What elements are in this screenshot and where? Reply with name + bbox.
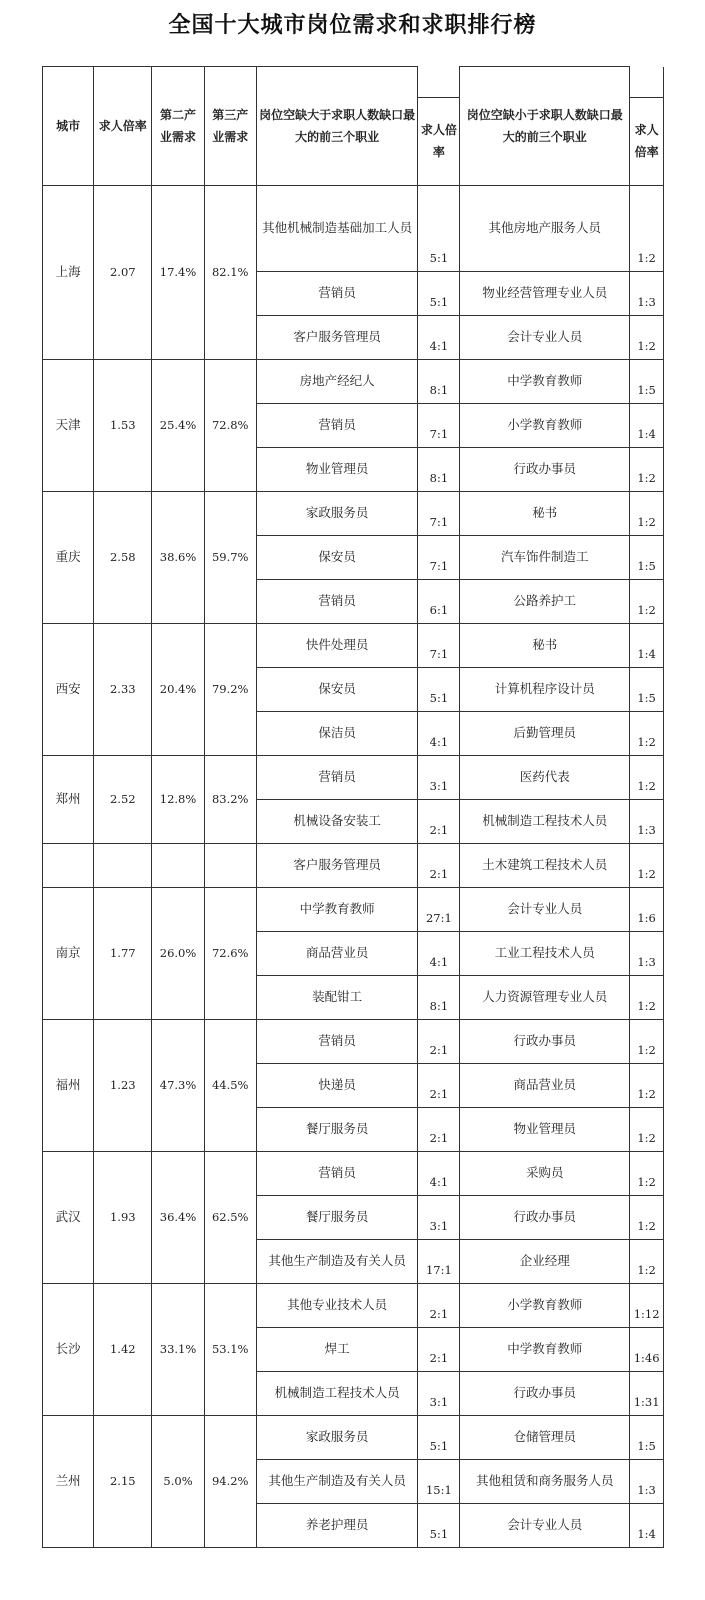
header-tertiary: 第三产业需求 [204, 67, 256, 186]
tertiary-cell: 72.6% [204, 887, 256, 1019]
surplus-ratio-cell: 1:2 [630, 1151, 664, 1195]
shortage-job-cell: 客户服务管理员 [256, 843, 418, 887]
ratio-cell: 1.23 [94, 1019, 152, 1151]
surplus-ratio-cell: 1:2 [630, 1063, 664, 1107]
shortage-ratio-cell: 7:1 [418, 403, 460, 447]
shortage-ratio-cell: 2:1 [418, 1063, 460, 1107]
surplus-job-cell: 物业管理员 [460, 1107, 630, 1151]
ratio-cell-empty [94, 843, 152, 887]
shortage-job-cell: 客户服务管理员 [256, 315, 418, 359]
surplus-job-cell: 小学教育教师 [460, 1283, 630, 1327]
shortage-ratio-cell: 5:1 [418, 185, 460, 271]
surplus-job-cell: 会计专业人员 [460, 1503, 630, 1547]
city-cell: 南京 [43, 887, 94, 1019]
shortage-ratio-cell: 7:1 [418, 491, 460, 535]
surplus-job-cell: 会计专业人员 [460, 315, 630, 359]
shortage-job-cell: 其他生产制造及有关人员 [256, 1239, 418, 1283]
shortage-ratio-cell: 2:1 [418, 1019, 460, 1063]
shortage-job-cell: 装配钳工 [256, 975, 418, 1019]
table-row [43, 623, 664, 667]
city-cell: 郑州 [43, 755, 94, 843]
shortage-ratio-cell: 8:1 [418, 975, 460, 1019]
surplus-ratio-cell: 1:2 [630, 711, 664, 755]
surplus-job-cell: 企业经理 [460, 1239, 630, 1283]
shortage-job-cell: 中学教育教师 [256, 887, 418, 931]
surplus-ratio-cell: 1:3 [630, 799, 664, 843]
table-row [43, 1019, 664, 1063]
tertiary-cell: 94.2% [204, 1415, 256, 1547]
city-cell: 重庆 [43, 491, 94, 623]
city-cell: 武汉 [43, 1151, 94, 1283]
tertiary-cell: 44.5% [204, 1019, 256, 1151]
shortage-job-cell: 快件处理员 [256, 623, 418, 667]
city-cell: 福州 [43, 1019, 94, 1151]
table-row [43, 1415, 664, 1459]
surplus-job-cell: 土木建筑工程技术人员 [460, 843, 630, 887]
shortage-job-cell: 保安员 [256, 535, 418, 579]
surplus-ratio-cell: 1:4 [630, 623, 664, 667]
shortage-ratio-cell: 8:1 [418, 447, 460, 491]
tertiary-cell: 82.1% [204, 185, 256, 359]
shortage-job-cell: 其他机械制造基础加工人员 [256, 185, 418, 271]
shortage-job-cell: 焊工 [256, 1327, 418, 1371]
header-shortage-jobs: 岗位空缺大于求职人数缺口最大的前三个职业 [256, 67, 418, 186]
city-cell: 西安 [43, 623, 94, 755]
shortage-job-cell: 餐厅服务员 [256, 1195, 418, 1239]
shortage-ratio-cell: 4:1 [418, 1151, 460, 1195]
shortage-ratio-cell: 4:1 [418, 711, 460, 755]
shortage-ratio-cell: 4:1 [418, 315, 460, 359]
header-shortage-ratio: 求人倍率 [418, 97, 460, 185]
secondary-cell-empty [152, 843, 204, 887]
shortage-ratio-cell: 2:1 [418, 799, 460, 843]
ratio-cell: 1.53 [94, 359, 152, 491]
header-secondary: 第二产业需求 [152, 67, 204, 186]
ratio-cell: 1.42 [94, 1283, 152, 1415]
header-city: 城市 [43, 67, 94, 186]
surplus-ratio-cell: 1:3 [630, 931, 664, 975]
ratio-cell: 1.77 [94, 887, 152, 1019]
shortage-ratio-cell: 4:1 [418, 931, 460, 975]
surplus-ratio-cell: 1:2 [630, 491, 664, 535]
ratio-cell: 2.52 [94, 755, 152, 843]
shortage-job-cell: 保洁员 [256, 711, 418, 755]
surplus-job-cell: 秘书 [460, 491, 630, 535]
shortage-ratio-cell: 5:1 [418, 1503, 460, 1547]
surplus-ratio-cell: 1:2 [630, 1019, 664, 1063]
shortage-job-cell: 营销员 [256, 1019, 418, 1063]
surplus-ratio-cell: 1:2 [630, 447, 664, 491]
secondary-cell: 47.3% [152, 1019, 204, 1151]
shortage-ratio-cell: 5:1 [418, 271, 460, 315]
secondary-cell: 20.4% [152, 623, 204, 755]
surplus-ratio-cell: 1:5 [630, 535, 664, 579]
surplus-ratio-cell: 1:4 [630, 403, 664, 447]
page-title: 全国十大城市岗位需求和求职排行榜 [168, 13, 537, 38]
table-row [43, 185, 664, 271]
header-gap [630, 67, 664, 98]
table-row [43, 843, 664, 887]
secondary-cell: 25.4% [152, 359, 204, 491]
tertiary-cell: 62.5% [204, 1151, 256, 1283]
table-row [43, 1151, 664, 1195]
surplus-job-cell: 其他房地产服务人员 [460, 185, 630, 271]
shortage-ratio-cell: 3:1 [418, 1371, 460, 1415]
surplus-ratio-cell: 1:2 [630, 1107, 664, 1151]
shortage-job-cell: 商品营业员 [256, 931, 418, 975]
shortage-job-cell: 其他专业技术人员 [256, 1283, 418, 1327]
surplus-job-cell: 中学教育教师 [460, 1327, 630, 1371]
surplus-ratio-cell: 1:3 [630, 1459, 664, 1503]
tertiary-cell: 53.1% [204, 1283, 256, 1415]
header-ratio: 求人倍率 [94, 67, 152, 186]
surplus-ratio-cell: 1:2 [630, 315, 664, 359]
surplus-job-cell: 秘书 [460, 623, 630, 667]
surplus-job-cell: 商品营业员 [460, 1063, 630, 1107]
table-row [43, 491, 664, 535]
surplus-job-cell: 公路养护工 [460, 579, 630, 623]
shortage-job-cell: 营销员 [256, 403, 418, 447]
secondary-cell: 33.1% [152, 1283, 204, 1415]
tertiary-cell: 79.2% [204, 623, 256, 755]
secondary-cell: 38.6% [152, 491, 204, 623]
surplus-ratio-cell: 1:2 [630, 843, 664, 887]
surplus-job-cell: 人力资源管理专业人员 [460, 975, 630, 1019]
surplus-job-cell: 行政办事员 [460, 1371, 630, 1415]
surplus-job-cell: 物业经营管理专业人员 [460, 271, 630, 315]
secondary-cell: 36.4% [152, 1151, 204, 1283]
shortage-job-cell: 保安员 [256, 667, 418, 711]
surplus-ratio-cell: 1:5 [630, 1415, 664, 1459]
surplus-ratio-cell: 1:2 [630, 1195, 664, 1239]
secondary-cell: 5.0% [152, 1415, 204, 1547]
city-cell: 兰州 [43, 1415, 94, 1547]
tertiary-cell: 83.2% [204, 755, 256, 843]
shortage-ratio-cell: 15:1 [418, 1459, 460, 1503]
table-row [43, 755, 664, 799]
shortage-job-cell: 营销员 [256, 755, 418, 799]
shortage-job-cell: 物业管理员 [256, 447, 418, 491]
shortage-job-cell: 机械设备安装工 [256, 799, 418, 843]
surplus-ratio-cell: 1:5 [630, 667, 664, 711]
tertiary-cell-empty [204, 843, 256, 887]
ranking-table [42, 66, 664, 1548]
shortage-job-cell: 家政服务员 [256, 1415, 418, 1459]
shortage-ratio-cell: 5:1 [418, 1415, 460, 1459]
surplus-ratio-cell: 1:2 [630, 755, 664, 799]
city-cell: 上海 [43, 185, 94, 359]
surplus-ratio-cell: 1:6 [630, 887, 664, 931]
shortage-ratio-cell: 3:1 [418, 755, 460, 799]
shortage-job-cell: 快递员 [256, 1063, 418, 1107]
shortage-ratio-cell: 27:1 [418, 887, 460, 931]
shortage-job-cell: 养老护理员 [256, 1503, 418, 1547]
secondary-cell: 26.0% [152, 887, 204, 1019]
ratio-cell: 1.93 [94, 1151, 152, 1283]
city-cell: 长沙 [43, 1283, 94, 1415]
surplus-job-cell: 后勤管理员 [460, 711, 630, 755]
surplus-ratio-cell: 1:46 [630, 1327, 664, 1371]
ratio-cell: 2.33 [94, 623, 152, 755]
surplus-ratio-cell: 1:12 [630, 1283, 664, 1327]
surplus-job-cell: 仓储管理员 [460, 1415, 630, 1459]
surplus-ratio-cell: 1:31 [630, 1371, 664, 1415]
shortage-ratio-cell: 17:1 [418, 1239, 460, 1283]
surplus-job-cell: 其他租赁和商务服务人员 [460, 1459, 630, 1503]
shortage-job-cell: 餐厅服务员 [256, 1107, 418, 1151]
shortage-ratio-cell: 7:1 [418, 535, 460, 579]
table-body [43, 185, 664, 1547]
shortage-job-cell: 家政服务员 [256, 491, 418, 535]
table-row [43, 1283, 664, 1327]
surplus-ratio-cell: 1:2 [630, 185, 664, 271]
shortage-ratio-cell: 3:1 [418, 1195, 460, 1239]
surplus-job-cell: 行政办事员 [460, 1019, 630, 1063]
surplus-job-cell: 汽车饰件制造工 [460, 535, 630, 579]
surplus-job-cell: 医药代表 [460, 755, 630, 799]
secondary-cell: 12.8% [152, 755, 204, 843]
shortage-ratio-cell: 2:1 [418, 843, 460, 887]
surplus-job-cell: 行政办事员 [460, 447, 630, 491]
surplus-job-cell: 机械制造工程技术人员 [460, 799, 630, 843]
surplus-ratio-cell: 1:3 [630, 271, 664, 315]
shortage-job-cell: 房地产经纪人 [256, 359, 418, 403]
shortage-ratio-cell: 5:1 [418, 667, 460, 711]
surplus-job-cell: 会计专业人员 [460, 887, 630, 931]
shortage-ratio-cell: 2:1 [418, 1283, 460, 1327]
header-gap [418, 67, 460, 98]
shortage-ratio-cell: 2:1 [418, 1107, 460, 1151]
surplus-job-cell: 行政办事员 [460, 1195, 630, 1239]
secondary-cell: 17.4% [152, 185, 204, 359]
shortage-ratio-cell: 6:1 [418, 579, 460, 623]
surplus-job-cell: 工业工程技术人员 [460, 931, 630, 975]
shortage-job-cell: 其他生产制造及有关人员 [256, 1459, 418, 1503]
ratio-cell: 2.58 [94, 491, 152, 623]
surplus-job-cell: 采购员 [460, 1151, 630, 1195]
surplus-ratio-cell: 1:2 [630, 975, 664, 1019]
shortage-job-cell: 营销员 [256, 1151, 418, 1195]
surplus-ratio-cell: 1:2 [630, 579, 664, 623]
city-cell: 天津 [43, 359, 94, 491]
shortage-ratio-cell: 8:1 [418, 359, 460, 403]
shortage-ratio-cell: 7:1 [418, 623, 460, 667]
shortage-job-cell: 营销员 [256, 579, 418, 623]
surplus-ratio-cell: 1:2 [630, 1239, 664, 1283]
surplus-ratio-cell: 1:4 [630, 1503, 664, 1547]
shortage-job-cell: 营销员 [256, 271, 418, 315]
city-cell-empty [43, 843, 94, 887]
tertiary-cell: 59.7% [204, 491, 256, 623]
shortage-job-cell: 机械制造工程技术人员 [256, 1371, 418, 1415]
surplus-job-cell: 计算机程序设计员 [460, 667, 630, 711]
tertiary-cell: 72.8% [204, 359, 256, 491]
surplus-ratio-cell: 1:5 [630, 359, 664, 403]
surplus-job-cell: 中学教育教师 [460, 359, 630, 403]
surplus-job-cell: 小学教育教师 [460, 403, 630, 447]
table-row [43, 887, 664, 931]
table-row [43, 359, 664, 403]
header-surplus-ratio: 求人倍率 [630, 97, 664, 185]
shortage-ratio-cell: 2:1 [418, 1327, 460, 1371]
ratio-cell: 2.15 [94, 1415, 152, 1547]
ratio-cell: 2.07 [94, 185, 152, 359]
header-surplus-jobs: 岗位空缺小于求职人数缺口最大的前三个职业 [460, 67, 630, 186]
